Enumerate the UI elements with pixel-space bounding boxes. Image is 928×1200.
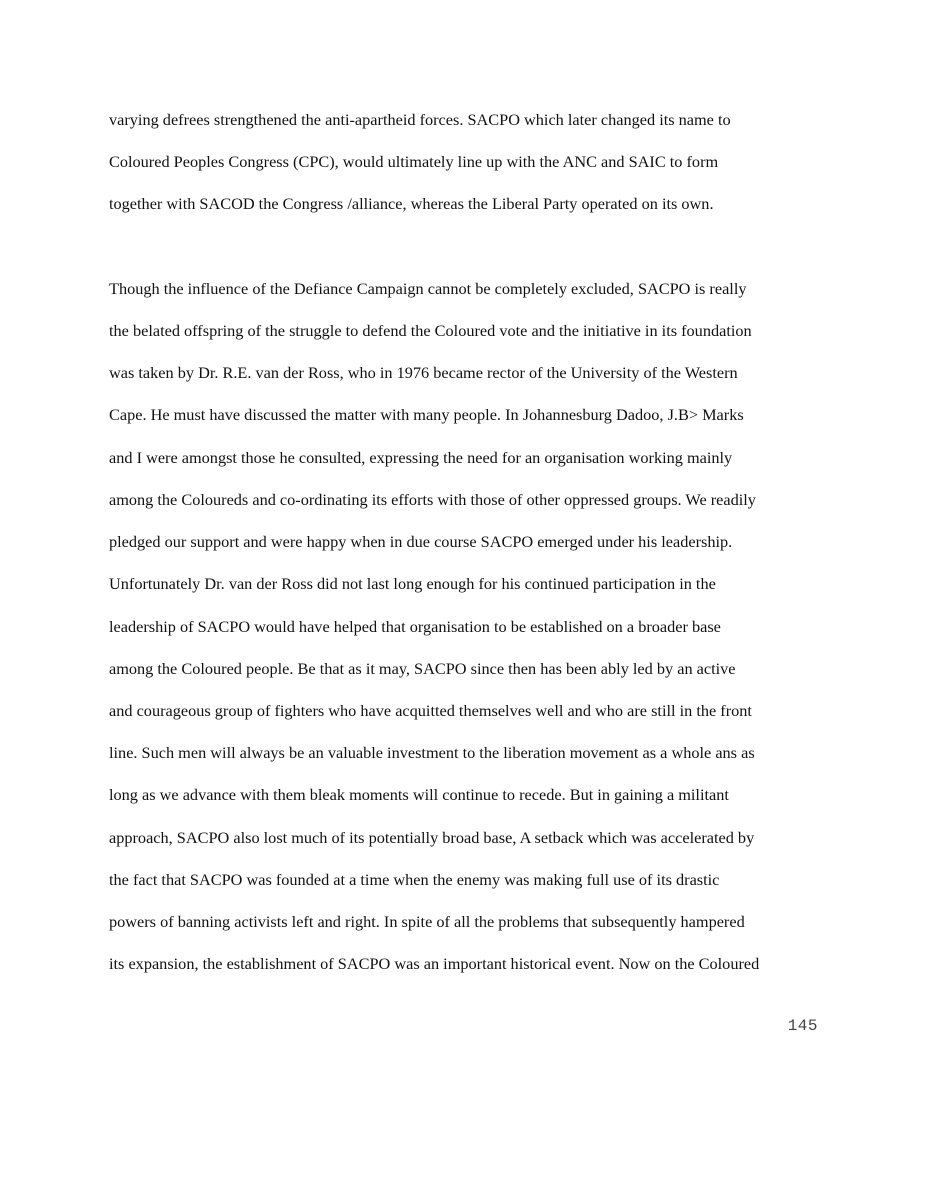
text-line: its expansion, the establishment of SACPO was an important historical event. Now on the Coloured (109, 954, 760, 973)
text-line: and courageous group of fighters who have acquitted themselves well and who are still in the front (109, 701, 752, 720)
text-line: the fact that SACPO was founded at a time when the enemy was making full use of its drastic (109, 870, 720, 889)
text-line: leadership of SACPO would have helped that organisation to be established on a broader base (109, 617, 721, 636)
text-line: varying defrees strengthened the anti-apartheid forces. SACPO which later changed its name to (109, 110, 731, 129)
text-line: pledged our support and were happy when in due course SACPO emerged under his leadership. (109, 532, 733, 551)
text-line: Cape. He must have discussed the matter with many people. In Johannesburg Dadoo, J.B> Marks (109, 405, 744, 424)
text-line: Though the influence of the Defiance Campaign cannot be completely excluded, SACPO is really (109, 279, 747, 298)
text-line: the belated offspring of the struggle to defend the Coloured vote and the initiative in its foundation (109, 321, 752, 340)
text-line: line. Such men will always be an valuable investment to the liberation movement as a whole ans as (109, 743, 755, 762)
text-line: was taken by Dr. R.E. van der Ross, who in 1976 became rector of the University of the Western (109, 363, 738, 382)
text-line: among the Coloured people. Be that as it may, SACPO since then has been ably led by an active (109, 659, 736, 678)
text-line: among the Coloureds and co-ordinating its efforts with those of other oppressed groups. We readily (109, 490, 756, 509)
text-line: together with SACOD the Congress /alliance, whereas the Liberal Party operated on its own. (109, 194, 714, 213)
text-line: Coloured Peoples Congress (CPC), would ultimately line up with the ANC and SAIC to form (109, 152, 719, 171)
text-line: approach, SACPO also lost much of its potentially broad base, A setback which was accelerated by (109, 828, 755, 847)
text-line: long as we advance with them bleak moments will continue to recede. But in gaining a militant (109, 785, 729, 804)
text-line: and I were amongst those he consulted, expressing the need for an organisation working mainly (109, 448, 733, 467)
text-line: powers of banning activists left and right. In spite of all the problems that subsequently hampered (109, 912, 745, 931)
text-line: Unfortunately Dr. van der Ross did not last long enough for his continued participation in the (109, 574, 716, 593)
page-number: 145 (787, 1017, 818, 1035)
